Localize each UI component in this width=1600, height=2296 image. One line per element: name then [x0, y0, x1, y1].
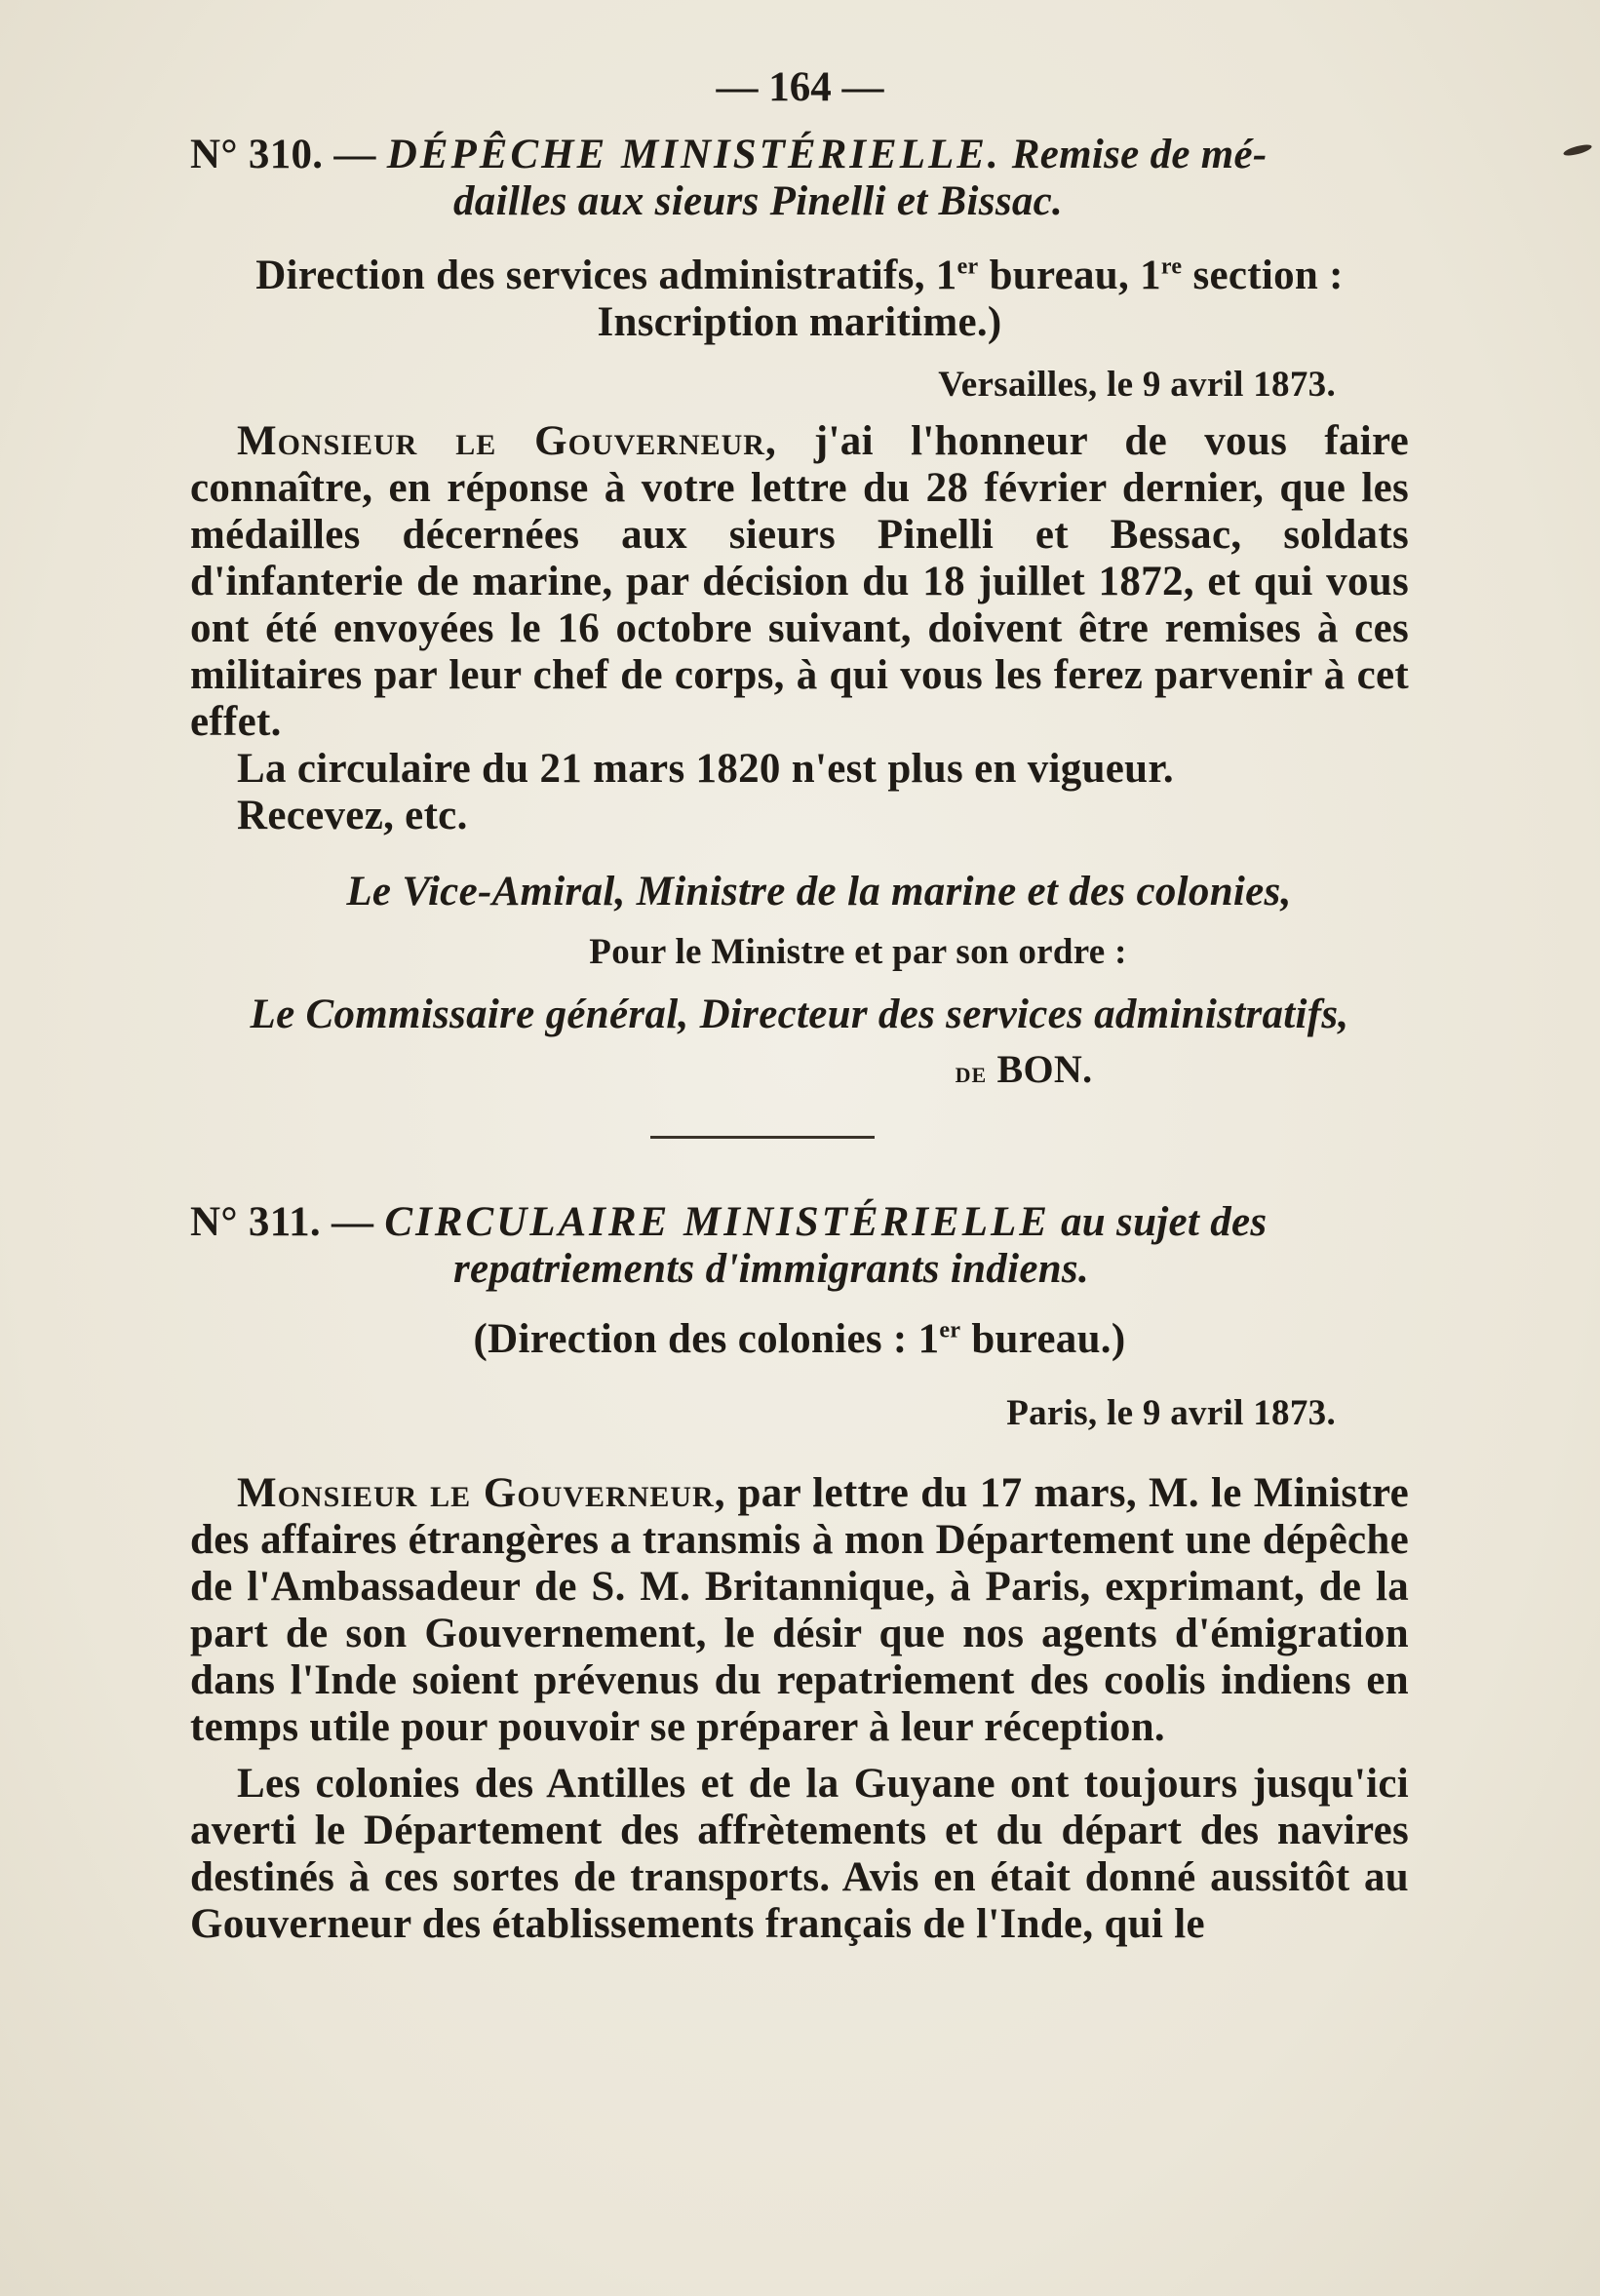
section-310-direction: Direction des services administratifs, 1er bureau, 1re section : Inscription maritime.)	[255, 253, 1344, 345]
salutation: Monsieur le Gouverneur,	[237, 418, 777, 464]
section-311-number: N° 311.	[190, 1199, 321, 1245]
section-311-subject-cont: repatriements d'immigrants indiens.	[453, 1246, 1090, 1292]
section-310-dateline: Versailles, le 9 avril 1873.	[938, 365, 1336, 405]
section-310-number: N° 310.	[190, 132, 324, 177]
signature-name: de BON.	[955, 1047, 1093, 1091]
section-310-subject: Remise de mé-	[1000, 132, 1268, 177]
section-311-heading: N° 311. — CIRCULAIRE MINISTÉRIELLE au sujet des repatriements d'immigrants indiens.	[190, 1199, 1409, 1293]
salutation: Monsieur le Gouverneur,	[237, 1470, 726, 1516]
ink-mark	[1562, 142, 1592, 157]
signature-order: Pour le Ministre et par son ordre :	[589, 932, 1127, 972]
section-311-body-1: Monsieur le Gouverneur, par lettre du 17 mars, M. le Ministre des affaires étrangères a transmis à mon Département une dépêche de l'Ambassadeur de S. M. Britannique, à Paris, exprimant, de la part de son Gouvernement, le désir que nos agents d'émigration dans l'Inde soient prévenus du repatriement des coolis indiens en temps utile pour pouvoir se préparer à leur réception.	[190, 1470, 1409, 1750]
section-310-body-2: La circulaire du 21 mars 1820 n'est plus en vigueur.	[237, 746, 1174, 792]
section-310-subject-cont: dailles aux sieurs Pinelli et Bissac.	[453, 178, 1064, 224]
section-310-heading: N° 310. — DÉPÊCHE MINISTÉRIELLE. Remise de mé- dailles aux sieurs Pinelli et Bissac.	[190, 132, 1409, 225]
section-311-subject: au sujet des	[1049, 1199, 1268, 1245]
section-311-dateline: Paris, le 9 avril 1873.	[1006, 1393, 1336, 1433]
section-310-body-1: Monsieur le Gouverneur, j'ai l'honneur de vous faire connaître, en réponse à votre lettre du 28 février dernier, que les médailles décernées aux sieurs Pinelli et Bessac, soldats d'infanterie de marine, par décision du 18 juillet 1872, et qui vous ont été envoyées le 16 octobre suivant, doivent être remises à ces militaires par leur chef de corps, à qui vous les ferez parvenir à cet effet.	[190, 418, 1409, 745]
section-311-title: CIRCULAIRE MINISTÉRIELLE	[384, 1199, 1050, 1245]
section-310	[190, 132, 1409, 1139]
section-310-body-3: Recevez, etc.	[237, 793, 468, 838]
section-divider	[650, 1136, 875, 1139]
section-311-direction: (Direction des colonies : 1er bureau.)	[473, 1316, 1126, 1362]
section-311-body-2: Les colonies des Antilles et de la Guyane ont toujours jusqu'ici averti le Département des affrètements et du départ des navires destinés à ces sortes de transports. Avis en était donné aussitôt au Gouverneur des établissements français de l'Inde, qui le	[190, 1761, 1409, 1947]
page-number: — 164 —	[716, 64, 884, 110]
section-311	[190, 1199, 1409, 1948]
signature-commissioner: Le Commissaire général, Directeur des services administratifs,	[250, 992, 1349, 1037]
section-310-title: DÉPÊCHE MINISTÉRIELLE.	[386, 132, 1001, 177]
signature-minister: Le Vice-Amiral, Ministre de la marine et des colonies,	[346, 869, 1292, 915]
